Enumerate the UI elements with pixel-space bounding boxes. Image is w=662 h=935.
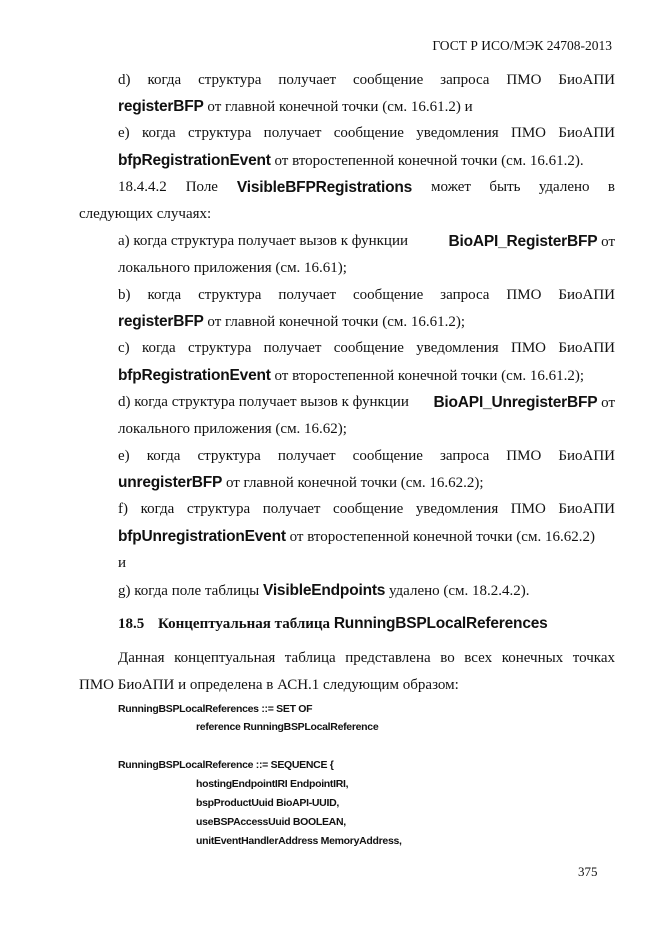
code-line: bspProductUuid BioAPI-UUID, bbox=[196, 797, 339, 809]
list-item-text bbox=[118, 582, 615, 600]
list-item-tail: от второстепенной конечной точки (см. 16.61.2); bbox=[270, 368, 584, 384]
clause-word: Поле bbox=[185, 179, 218, 195]
list-item-text: e) когда структура получает сообщение уведомления ПМО БиоАПИ bbox=[118, 125, 615, 141]
list-item-tail: от главной конечной точки (см. 16.61.2); bbox=[203, 314, 466, 330]
list-item-tail: от второстепенной конечной точки (см. 16.61.2). bbox=[270, 153, 584, 169]
list-item-continuation bbox=[118, 98, 615, 116]
list-item-text: f) когда структура получает сообщение уведомления ПМО БиоАПИ bbox=[118, 501, 615, 517]
term-register-bfp: registerBFP bbox=[118, 313, 204, 330]
intro-line-1: Данная концептуальная таблица представлена во всех конечных точках bbox=[118, 650, 615, 666]
list-item-text bbox=[118, 394, 615, 412]
code-line: RunningBSPLocalReference ::= SEQUENCE { bbox=[118, 759, 334, 771]
list-item-tail: удалено (см. 18.2.4.2). bbox=[385, 583, 530, 599]
list-item-continuation bbox=[118, 528, 615, 546]
list-item-tail: от главной конечной точки (см. 16.62.2); bbox=[222, 475, 484, 491]
section-title: Концептуальная таблица bbox=[158, 616, 334, 632]
section-heading bbox=[118, 615, 615, 633]
list-item-text: c) когда структура получает сообщение уведомления ПМО БиоАПИ bbox=[118, 340, 615, 356]
list-item-tail: от bbox=[597, 234, 615, 250]
list-item-text: b) когда структура получает сообщение запроса ПМО БиоАПИ bbox=[118, 287, 615, 303]
list-item-continuation: локального приложения (см. 16.62); bbox=[118, 421, 347, 437]
term-visible-endpoints: VisibleEndpoints bbox=[262, 582, 386, 599]
list-item-tail: от bbox=[597, 395, 615, 411]
section-number: 18.5 bbox=[118, 616, 145, 632]
list-item-text: e) когда структура получает сообщение запроса ПМО БиоАПИ bbox=[118, 448, 615, 464]
code-line: hostingEndpointIRI EndpointIRI, bbox=[196, 778, 349, 790]
list-item-text: d) когда структура получает сообщение запроса ПМО БиоАПИ bbox=[118, 72, 615, 88]
term-bfp-unregistration-event: bfpUnregistrationEvent bbox=[118, 528, 286, 545]
term-bfp-registration-event: bfpRegistrationEvent bbox=[118, 152, 271, 169]
list-item-continuation bbox=[118, 474, 615, 492]
page-number: 375 bbox=[578, 864, 598, 879]
code-line: unitEventHandlerAddress MemoryAddress, bbox=[196, 835, 402, 847]
list-item-lead: d) когда структура получает вызов к функции bbox=[118, 394, 409, 410]
term-bioapi-register-bfp: BioAPI_RegisterBFP bbox=[448, 233, 598, 250]
term-register-bfp: registerBFP bbox=[118, 98, 204, 115]
list-item-tail: от главной конечной точки (см. 16.61.2) и bbox=[203, 99, 473, 115]
intro-line-2: ПМО БиоАПИ и определена в АСН.1 следующим образом: bbox=[79, 677, 459, 693]
list-item-continuation bbox=[118, 313, 615, 331]
clause-first-line bbox=[118, 179, 615, 197]
term-unregister-bfp: unregisterBFP bbox=[118, 474, 223, 491]
code-line: RunningBSPLocalReferences ::= SET OF bbox=[118, 703, 313, 715]
list-item-text bbox=[118, 233, 615, 251]
list-item-conjunction: и bbox=[118, 555, 127, 571]
clause-rest: может быть удалено в bbox=[430, 179, 615, 195]
list-item-continuation: локального приложения (см. 16.61); bbox=[118, 260, 347, 276]
list-item-lead: a) когда структура получает вызов к функции bbox=[118, 233, 409, 249]
list-item-continuation bbox=[118, 152, 615, 170]
term-bfp-registration-event: bfpRegistrationEvent bbox=[118, 367, 271, 384]
list-item-continuation bbox=[118, 367, 615, 385]
term-visible-bfp-registrations: VisibleBFPRegistrations bbox=[236, 179, 413, 196]
term-bioapi-unregister-bfp: BioAPI_UnregisterBFP bbox=[433, 394, 598, 411]
code-line: useBSPAccessUuid BOOLEAN, bbox=[196, 816, 346, 828]
code-line: reference RunningBSPLocalReference bbox=[196, 721, 379, 733]
clause-number: 18.4.4.2 bbox=[118, 179, 167, 195]
list-item-lead: g) когда поле таблицы bbox=[118, 583, 263, 599]
page-header: ГОСТ Р ИСО/МЭК 24708-2013 bbox=[432, 38, 612, 53]
list-item-tail: от второстепенной конечной точки (см. 16.62.2) bbox=[285, 529, 595, 545]
section-term: RunningBSPLocalReferences bbox=[333, 615, 548, 632]
clause-second-line: следующих случаях: bbox=[79, 206, 212, 222]
